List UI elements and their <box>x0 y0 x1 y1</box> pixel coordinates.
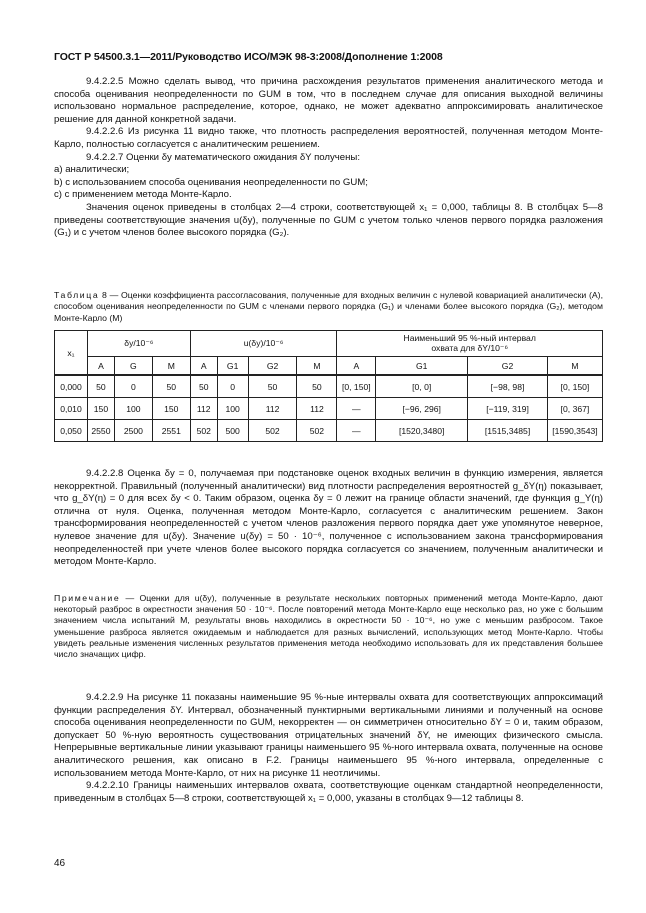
header-coverage-line2: охвата для δY/10⁻⁶ <box>431 343 509 353</box>
table-cell: 50 <box>87 375 114 398</box>
list-item-c: с) с применением метода Монте-Карло. <box>54 189 232 201</box>
note-label: Примечание <box>54 593 121 603</box>
header-delta-y: δy/10⁻⁶ <box>87 331 190 357</box>
table-8 <box>54 330 603 442</box>
table-cell: 112 <box>190 398 217 420</box>
table-cell: [0, 150] <box>337 375 376 398</box>
subheader-cell: M <box>152 357 190 376</box>
table-cell: [−96, 296] <box>376 398 468 420</box>
table-cell: 500 <box>217 420 248 442</box>
subheader-cell: G1 <box>217 357 248 376</box>
table-cell: 50 <box>190 375 217 398</box>
subheader-cell: M <box>297 357 337 376</box>
table-cell: [1520,3480] <box>376 420 468 442</box>
table-cell: — <box>337 398 376 420</box>
table-cell: 100 <box>217 398 248 420</box>
table-header-row <box>55 331 603 357</box>
list-item-a: а) аналитически; <box>54 164 130 176</box>
paragraph-9-4-2-2-5: 9.4.2.2.5 Можно сделать вывод, что причина расхождения результатов применения аналитического метода и способа оценивания неопределенности по GUM в том, что в последнем случае для описания выходной величины использовано нормальное распределение, которое, однако, не может адекватно аппроксимировать аналитическое решение для данной конкретной задачи. <box>54 76 603 125</box>
table-cell: [0, 0] <box>376 375 468 398</box>
table-cell: 50 <box>248 375 297 398</box>
page-number: 46 <box>54 858 66 869</box>
table-cell: [−119, 319] <box>468 398 548 420</box>
table-caption <box>54 290 603 324</box>
paragraph-9-4-2-2-6: 9.4.2.2.6 Из рисунка 11 видно также, что плотность распределения вероятностей, полученная методом Монте-Карло, полностью согласуется с аналитическим решением. <box>54 126 603 150</box>
subheader-cell: A <box>190 357 217 376</box>
note-text: — Оценки для u(δy), полученные в результате нескольких повторных применений метода Монте-Карло, дают некоторый разброс в окрестности значения 50 · 10⁻⁶. После повторений метода Монте-Карло еще несколько раз, но уже с большим значением числа испытаний M, результаты вновь находились в окрестности 50 · 10⁻⁶, но уже с меньшим разбросом. Такое уменьшение разброса является ожидаемым и наблюдается для разных вычислений, использующих метод Монте-Карло. Чтобы увидеть реальные изменения численных результатов применения метода необходимо использовать для их представления большее число значащих цифр. <box>54 593 603 660</box>
document-header: ГОСТ Р 54500.3.1—2011/Руководство ИСО/МЭК 98-3:2008/Дополнение 1:2008 <box>54 51 443 63</box>
table-cell: 0,000 <box>55 375 88 398</box>
top-text-block <box>54 76 603 240</box>
header-u-delta-y: u(δy)/10⁻⁶ <box>190 331 337 357</box>
paragraph-9-4-2-2-8: 9.4.2.2.8 Оценка δy = 0, получаемая при подстановке оценок входных величин в функцию измерения, является некорректной. Правильный (полученный аналитически) вид плотности распределения вероятностей g_δY(η) показывает, что g_δY(η) = 0 для всех δy < 0. Таким образом, оценка δy = 0 лежит на границе области значений, где функция g_Y(η) отлична от нуля. Оценка, полученная методом Монте-Карло, согласуется с аналитическим решением. Закон трансформирования неопределенностей с учетом членов разложения первого порядка дает уже упомянутое неверное, нулевое значение для u(δy). Значение u(δy) = 50 · 10⁻⁶, полученное с использованием закона трансформирования неопределенностей при учете членов более высокого порядка согласуется со значением, полученным аналитически и методом Монте-Карло. <box>54 468 603 568</box>
table-cell: 502 <box>297 420 337 442</box>
table-cell: 112 <box>297 398 337 420</box>
table-cell: [0, 150] <box>547 375 602 398</box>
paragraph-9-4-2-2-9: 9.4.2.2.9 На рисунке 11 показаны наименьшие 95 %-ные интервалы охвата для соответствующих аппроксимаций функции распределения δY. Интервал, обозначенный пунктирными вертикальными линиями и полученный на основе способа оценивания неопределенности по GUM, некорректен — он симметричен относительно δY = 0 и, таким образом, допускает 50 %-ную вероятность существования отрицательных значений δY, не имеющих физического смысла. Непрерывные вертикальные линии указывают границы наименьшего 95 %-ного интервала охвата, полученные на основе аналитического решения, как описано в F.2. Границы наименьшего 95 %-ного интервала, определенные с использованием метода Монте-Карло, от них на рисунке 11 неотличимы. <box>54 692 603 779</box>
paragraph-9-4-2-2-10: 9.4.2.2.10 Границы наименьших интервалов охвата, соответствующие оценкам стандартной неопределенности, приведенным в столбцах 5—8 строки, соответствующей x₁ = 0,000, указаны в столбцах 9—12 таблицы 8. <box>54 780 603 804</box>
table-caption-label: Таблица <box>54 290 100 300</box>
subheader-cell: G2 <box>248 357 297 376</box>
table-cell: 112 <box>248 398 297 420</box>
list-item-b: b) с использованием способа оценивания неопределенности по GUM; <box>54 176 368 188</box>
bottom-text-block <box>54 692 603 805</box>
paragraph-9-4-2-2-7: 9.4.2.2.7 Оценки δy математического ожидания δY получены: <box>86 151 360 163</box>
table-cell: 50 <box>152 375 190 398</box>
table-cell: 100 <box>114 398 152 420</box>
table-cell: 0,010 <box>55 398 88 420</box>
table-cell: [1515,3485] <box>468 420 548 442</box>
subheader-cell: A <box>87 357 114 376</box>
table-cell: 0 <box>114 375 152 398</box>
subheader-cell: G1 <box>376 357 468 376</box>
table-cell: 0,050 <box>55 420 88 442</box>
table-row <box>55 420 603 442</box>
note-block <box>54 593 603 660</box>
header-x1: x₁ <box>55 331 88 376</box>
table-cell: 2550 <box>87 420 114 442</box>
header-coverage-interval <box>337 331 603 357</box>
table-cell: 2551 <box>152 420 190 442</box>
table-cell: 502 <box>190 420 217 442</box>
table-cell: [−98, 98] <box>468 375 548 398</box>
subheader-cell: G2 <box>468 357 548 376</box>
table-cell: 150 <box>152 398 190 420</box>
table-cell: [0, 367] <box>547 398 602 420</box>
table-subheader-row <box>55 357 603 376</box>
table-row <box>55 398 603 420</box>
table-cell: 0 <box>217 375 248 398</box>
table-cell: 50 <box>297 375 337 398</box>
subheader-cell: M <box>547 357 602 376</box>
table-caption-text: 8 — Оценки коэффициента рассогласования, полученные для входных величин с нулевой ковариацией аналитически (А), способом оценивания неопределенности по GUM с членами первого порядка (G₁) и членами более высокого порядка (G₂), методом Монте-Карло (М) <box>54 290 603 323</box>
subheader-cell: A <box>337 357 376 376</box>
table-cell: — <box>337 420 376 442</box>
table-cell: 150 <box>87 398 114 420</box>
middle-text-block <box>54 468 603 569</box>
paragraph-values: Значения оценок приведены в столбцах 2—4 строки, соответствующей x₁ = 0,000, таблицы 8. В столбцах 5—8 приведены соответствующие значения u(δy), полученные по GUM с учетом только членов первого порядка разложения (G₁) и с учетом членов более высокого порядка (G₂). <box>54 201 603 239</box>
table-cell: [1590,3543] <box>547 420 602 442</box>
table-row <box>55 375 603 398</box>
subheader-cell: G <box>114 357 152 376</box>
table-cell: 2500 <box>114 420 152 442</box>
table-cell: 502 <box>248 420 297 442</box>
header-coverage-line1: Наименьший 95 %-ный интервал <box>403 333 536 343</box>
